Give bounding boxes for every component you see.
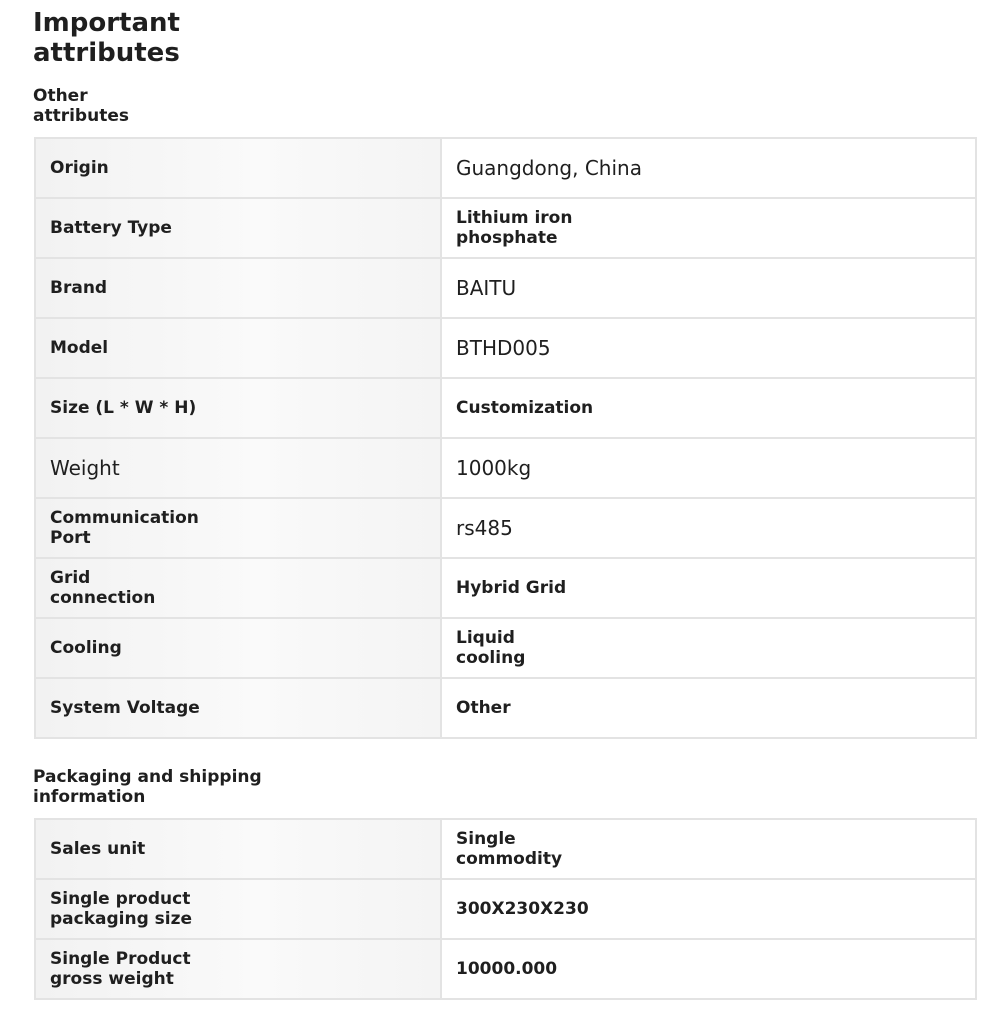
attribute-value: Liquid cooling	[456, 628, 526, 668]
attribute-value: rs485	[456, 516, 513, 540]
attribute-key-cell	[35, 498, 441, 558]
attribute-key: Grid connection	[50, 568, 156, 608]
attribute-value: BTHD005	[456, 336, 551, 360]
attribute-value: Hybrid Grid	[456, 578, 567, 598]
attribute-value: Customization	[456, 398, 594, 418]
attribute-key-cell	[35, 819, 441, 879]
attribute-key: System Voltage	[50, 698, 200, 718]
table-row	[35, 378, 976, 438]
attribute-value-cell	[441, 678, 976, 738]
attribute-key: Weight	[50, 456, 120, 480]
other-attributes-heading: Other attributes	[33, 86, 129, 126]
other-attributes-table	[34, 137, 977, 739]
packaging-table	[34, 818, 977, 1000]
attribute-value: Single commodity	[456, 829, 563, 869]
attribute-key: Size (L * W * H)	[50, 398, 197, 418]
attribute-key-cell	[35, 258, 441, 318]
attribute-value-cell	[441, 879, 976, 939]
attribute-key: Sales unit	[50, 839, 146, 859]
attribute-key-cell	[35, 678, 441, 738]
attribute-value: BAITU	[456, 276, 517, 300]
attribute-value-cell	[441, 198, 976, 258]
packaging-heading: Packaging and shipping information	[33, 767, 262, 807]
attribute-value-cell	[441, 939, 976, 999]
attribute-value: Other	[456, 698, 511, 718]
attribute-value: 300X230X230	[456, 899, 589, 919]
attribute-value-cell	[441, 138, 976, 198]
page-title: Important attributes	[33, 8, 180, 68]
attribute-key: Cooling	[50, 638, 122, 658]
table-row	[35, 558, 976, 618]
attribute-value: 10000.000	[456, 959, 558, 979]
attribute-key-cell	[35, 438, 441, 498]
attribute-value-cell	[441, 258, 976, 318]
attribute-value-cell	[441, 558, 976, 618]
attribute-key-cell	[35, 879, 441, 939]
attribute-value-cell	[441, 378, 976, 438]
attribute-value: 1000kg	[456, 456, 532, 480]
attribute-value-cell	[441, 618, 976, 678]
table-row	[35, 138, 976, 198]
attribute-key-cell	[35, 378, 441, 438]
attribute-key: Single Product gross weight	[50, 949, 191, 989]
attribute-key-cell	[35, 618, 441, 678]
table-row	[35, 498, 976, 558]
attribute-key-cell	[35, 939, 441, 999]
attribute-value-cell	[441, 438, 976, 498]
table-row	[35, 438, 976, 498]
attribute-key: Origin	[50, 158, 109, 178]
table-row	[35, 678, 976, 738]
attribute-key-cell	[35, 558, 441, 618]
attribute-key-cell	[35, 138, 441, 198]
attribute-value: Lithium iron phosphate	[456, 208, 573, 248]
attribute-key: Brand	[50, 278, 108, 298]
attribute-key: Communication Port	[50, 508, 199, 548]
attribute-key: Single product packaging size	[50, 889, 193, 929]
table-row	[35, 618, 976, 678]
attribute-value-cell	[441, 318, 976, 378]
attribute-value-cell	[441, 498, 976, 558]
attribute-value-cell	[441, 819, 976, 879]
attribute-key-cell	[35, 198, 441, 258]
attribute-key: Model	[50, 338, 109, 358]
table-row	[35, 198, 976, 258]
attribute-key-cell	[35, 318, 441, 378]
attribute-value: Guangdong, China	[456, 156, 642, 180]
table-row	[35, 879, 976, 939]
table-row	[35, 939, 976, 999]
table-row	[35, 318, 976, 378]
table-row	[35, 258, 976, 318]
attribute-key: Battery Type	[50, 218, 172, 238]
table-row	[35, 819, 976, 879]
